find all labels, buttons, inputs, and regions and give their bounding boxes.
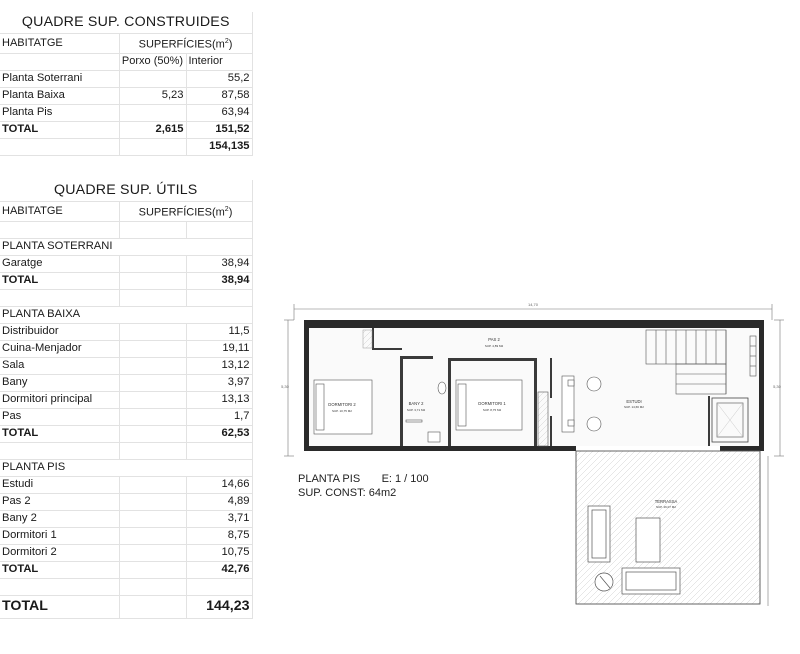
table-row: Distribuidor 11,5: [0, 323, 252, 340]
total-row: TOTAL 2,615 151,52: [0, 121, 252, 138]
table-row: Sala 13,12: [0, 357, 252, 374]
useful-surface-table: [0, 180, 253, 619]
surfaces-header: $SUPERFÍCIES(m^2)$: [119, 34, 252, 54]
built-surface-title: QUADRE SUP. CONSTRUIDES: [0, 12, 252, 34]
table-row: Bany 2 3,71: [0, 510, 252, 527]
room-sup-terrassa: SUP. 26,07 M2: [656, 505, 676, 509]
total-row: TOTAL 38,94: [0, 272, 252, 289]
bed-dormitori-2: [314, 380, 372, 434]
habitatge-header: HABITATGE: [0, 34, 119, 54]
total-row: TOTAL 62,53: [0, 425, 252, 442]
room-label-estudi: ESTUDI: [626, 399, 642, 404]
table-row: Pas 2 4,89: [0, 493, 252, 510]
room-label-bany-2: BANY 2: [408, 401, 424, 406]
interior-header: Interior: [186, 53, 252, 70]
table-row: Dormitori 1 8,75: [0, 527, 252, 544]
room-sup-dormitori-1: SUP. 8,75 M2: [482, 408, 502, 412]
grand-total-row: 154,135: [0, 138, 252, 155]
section-heading: PLANTA SOTERRANI: [0, 238, 252, 255]
total-row: TOTAL 42,76: [0, 561, 252, 578]
table-row: Bany 3,97: [0, 374, 252, 391]
dim-top-label: 14,70: [527, 302, 539, 307]
section-heading: PLANTA PIS: [0, 459, 252, 476]
built-surface-table: [0, 12, 253, 156]
dim-right-label: 5,30: [773, 384, 781, 389]
table-row: Dormitori 2 10,75: [0, 544, 252, 561]
section-heading: PLANTA BAIXA: [0, 306, 252, 323]
table-row: Planta Baixa 5,23 87,58: [0, 87, 252, 104]
table-row: Dormitori principal 13,13: [0, 391, 252, 408]
surfaces-header: $SUPERFÍCIES(m^2)$: [119, 202, 252, 222]
closet-hatch: [363, 330, 372, 348]
dim-left-label: 5,30: [281, 384, 289, 389]
room-label-terrassa: TERRASSA: [654, 499, 678, 504]
useful-surface-title: QUADRE SUP. ÚTILS: [0, 180, 252, 202]
table-row: Pas 1,7: [0, 408, 252, 425]
room-sup-dormitori-2: SUP. 10,75 M2: [332, 409, 352, 413]
table-row: Garatge 38,94: [0, 255, 252, 272]
porxo-header: Porxo (50%): [119, 53, 186, 70]
table-row: Planta Pis 63,94: [0, 104, 252, 121]
room-label-pas2: PAS 2: [488, 337, 500, 342]
floor-plan-drawing: [280, 296, 792, 616]
table-row: Cuina-Menjador 19,11: [0, 340, 252, 357]
room-sup-estudi: SUP. 14,66 M2: [624, 405, 644, 409]
terrace: [576, 451, 760, 604]
room-sup-bany-2: SUP. 3,71 M2: [406, 408, 426, 412]
table-row: Estudi 14,66: [0, 476, 252, 493]
room-label-dormitori-2: DORMITORI 2: [328, 402, 356, 407]
room-label-dormitori-1: DORMITORI 1: [478, 401, 506, 406]
habitatge-header: HABITATGE: [0, 202, 119, 222]
plan-caption-line2: SUP. CONST: 64m2: [298, 487, 397, 499]
grand-total-row: TOTAL 144,23: [0, 595, 252, 618]
plan-caption-line1: PLANTA PIS E: 1 / 100: [298, 473, 429, 485]
table-row: Planta Soterrani 55,2: [0, 70, 252, 87]
room-sup-pas2: SUP. 4,89 M2: [484, 344, 504, 348]
